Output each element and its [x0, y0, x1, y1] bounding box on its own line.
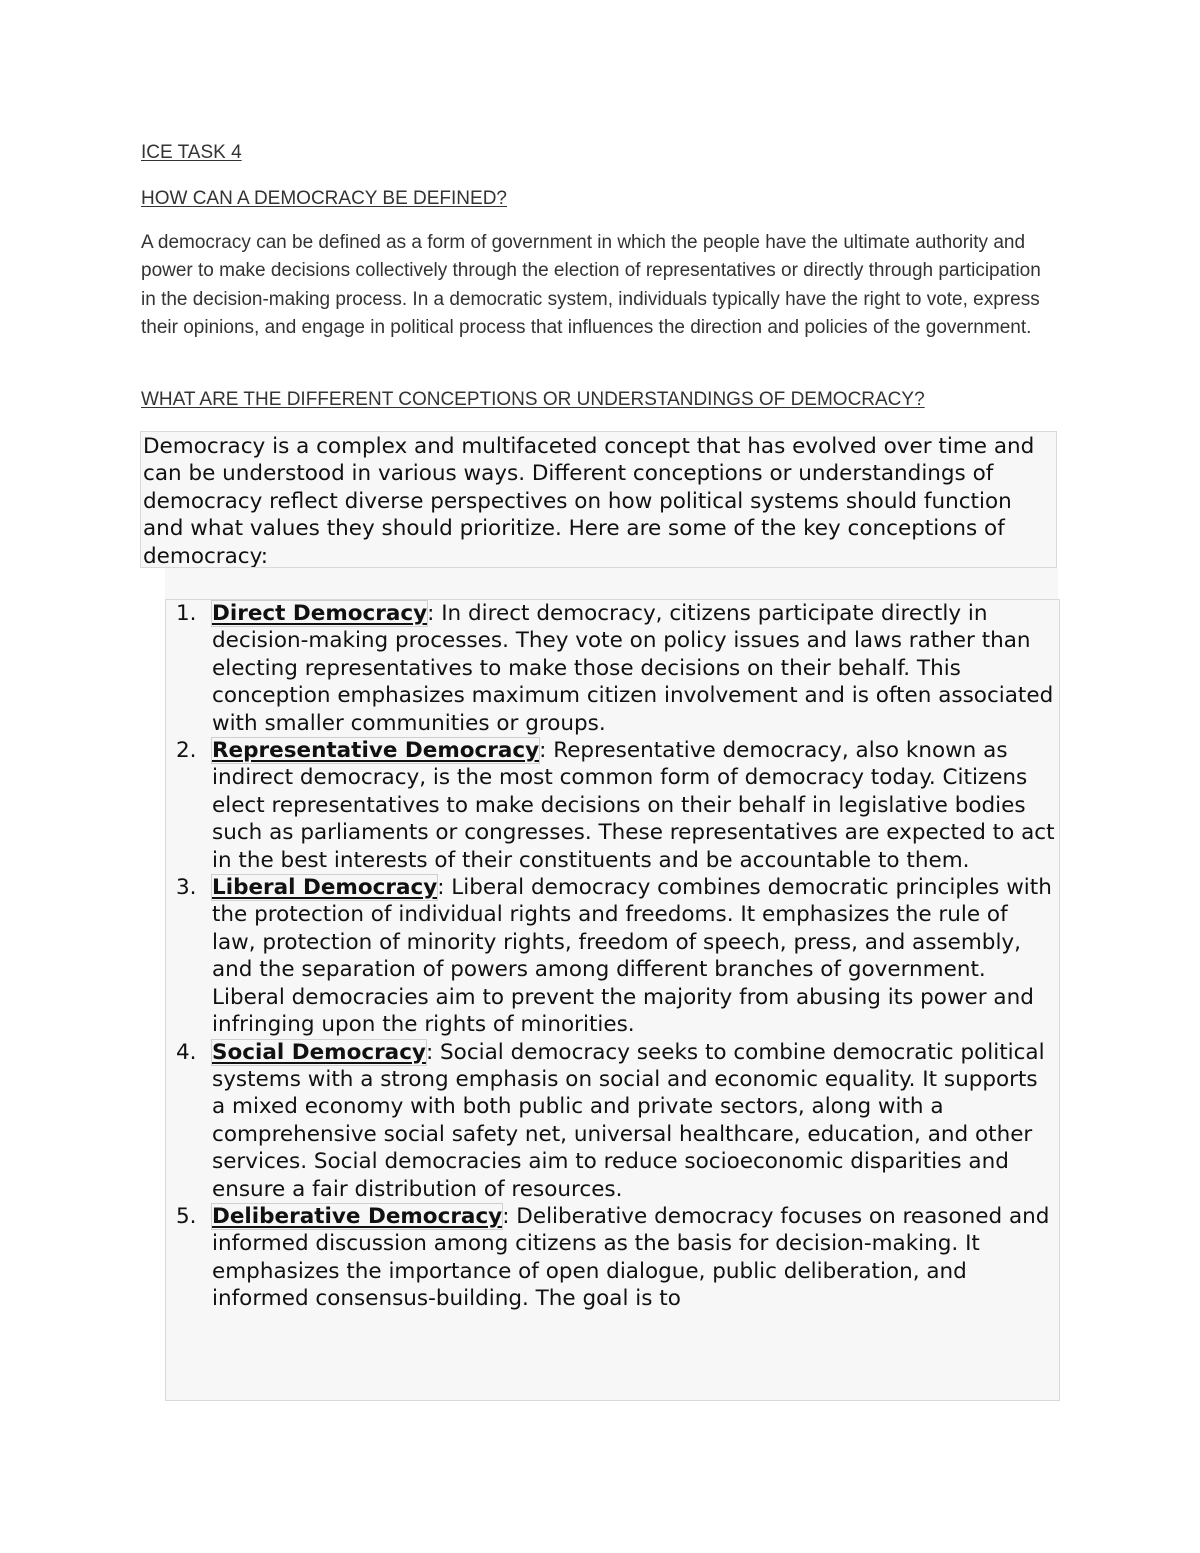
- list-item-text: : In direct democracy, citizens participate directly in decision-making processes. They vote on policy issues and laws rather than electing representatives to make those decisions on their behalf. This conception emphasizes maximum citizen involvement and is often associated with smaller communities or groups.: [212, 601, 1054, 736]
- conceptions-list: [166, 600, 1059, 1313]
- answer-paragraph-definition: A democracy can be defined as a form of government in which the people have the ultimate authority and power to make decisions collectively through the election of representatives or directly through participation in the decision-making process. In a democratic system, individuals typically have the right to vote, express their opinions, and engage in political process that influences the direction and policies of the government.: [141, 232, 1041, 339]
- list-item-term: Deliberative Democracy: [212, 1203, 503, 1229]
- list-item-text: : Social democracy seeks to combine democratic political systems with a strong emphasis on social and economic equality. It supports a mixed economy with both public and private sectors, along with a comprehensive social safety net, universal healthcare, education, and other services. Social democracies aim to reduce socioeconomic disparities and ensure a fair distribution of resources.: [212, 1039, 1045, 1202]
- shaded-gap: [165, 568, 1058, 599]
- list-item-term: Social Democracy: [212, 1039, 426, 1065]
- conceptions-list-block: [165, 599, 1060, 1401]
- list-item-text: : Deliberative democracy focuses on reasoned and informed discussion among citizens as the basis for decision-making. It emphasizes the importance of open dialogue, public deliberation, and informed consensus-building. The goal is to: [212, 1203, 1050, 1312]
- list-item-number: 5.: [176, 1203, 197, 1229]
- intro-paragraph-block: [140, 431, 1057, 568]
- list-item-text: : Liberal democracy combines democratic principles with the protection of individual rights and freedoms. It emphasizes the rule of law, protection of minority rights, freedom of speech, press, and assembly, and the separation of powers among different branches of government. Liberal democracies aim to prevent the majority from abusing its power and infringing upon the rights of minorities.: [212, 875, 1052, 1038]
- list-item-number: 4.: [176, 1039, 197, 1065]
- list-item: [166, 600, 1059, 737]
- list-item: [166, 1039, 1059, 1203]
- list-item-number: 2.: [176, 738, 197, 764]
- list-item-term: Representative Democracy: [212, 738, 540, 764]
- question-heading-definition: HOW CAN A DEMOCRACY BE DEFINED?: [141, 188, 507, 209]
- list-item-term: Liberal Democracy: [212, 875, 438, 901]
- question-heading-conceptions: WHAT ARE THE DIFFERENT CONCEPTIONS OR UNDERSTANDINGS OF DEMOCRACY?: [141, 389, 925, 410]
- list-item: [166, 737, 1059, 874]
- list-item: [166, 1203, 1059, 1313]
- list-item-number: 1.: [176, 601, 197, 626]
- intro-paragraph: Democracy is a complex and multifaceted concept that has evolved over time and can be understood in various ways. Different conceptions or understandings of democracy reflect diverse perspectives on how political systems should function and what values they should prioritize. Here are some of the key conceptions of democracy:: [143, 434, 1035, 568]
- list-item-term: Direct Democracy: [212, 601, 428, 626]
- list-item: [166, 874, 1059, 1038]
- list-item-text: : Representative democracy, also known as indirect democracy, is the most common form of democracy today. Citizens elect representatives to make decisions on their behalf in legislative bodies such as parliaments or congresses. These representatives are expected to act in the best interests of their constituents and be accountable to them.: [212, 738, 1055, 873]
- document-title: ICE TASK 4: [141, 142, 242, 163]
- list-item-number: 3.: [176, 875, 197, 901]
